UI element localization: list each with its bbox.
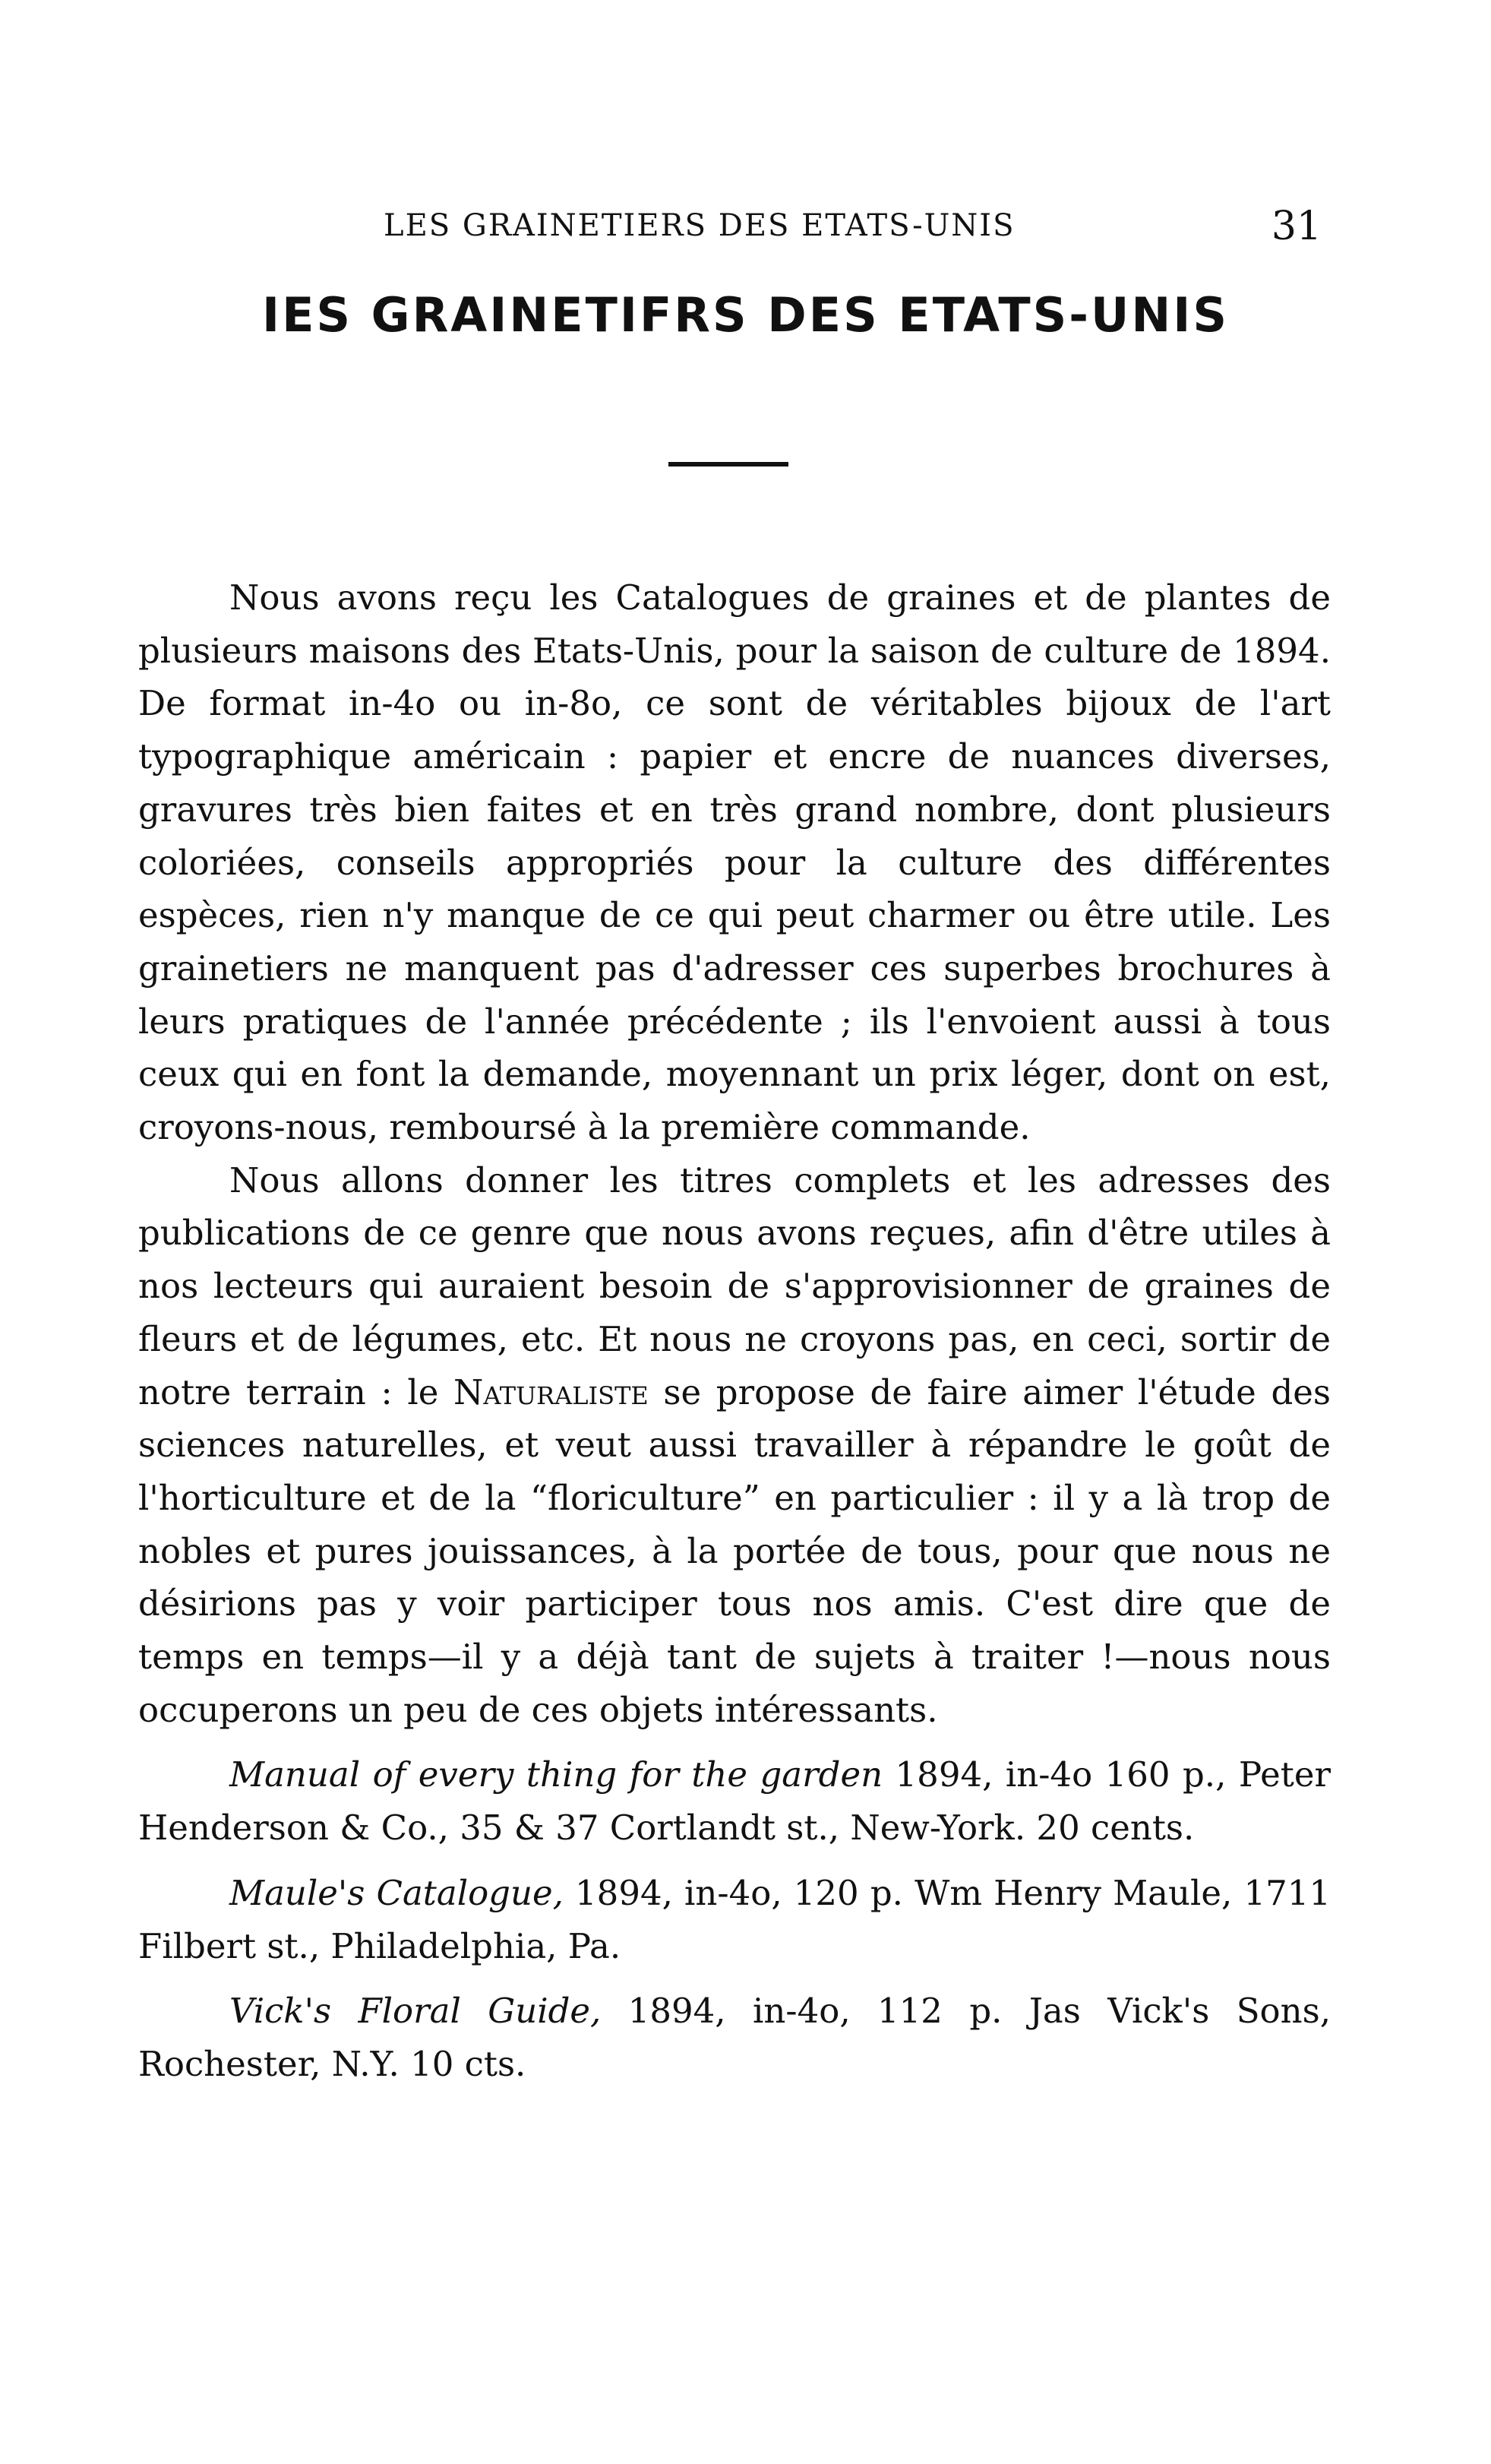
catalogue-details: 1894, in-4o, 112 p. Jas Vick's Sons, Rochester, N.Y. 10 cts.	[138, 1991, 1331, 2084]
catalogue-entry-vick	[138, 1985, 1331, 2090]
article-body	[138, 571, 1331, 2091]
article-title: IES GRAINETIFRS DES ETATS-UNIS	[262, 287, 1229, 343]
running-title: LES GRAINETIERS DES ETATS-UNIS	[384, 208, 1016, 243]
journal-name: Naturaliste	[453, 1371, 649, 1412]
catalogue-title: Maule's Catalogue,	[229, 1872, 564, 1913]
catalogue-entry-henderson	[138, 1748, 1331, 1854]
catalogue-details: 1894, in-4o 160 p., Peter Henderson & Co., 35 & 37 Cortlandt st., New-York. 20 cents.	[138, 1754, 1331, 1849]
catalogue-title: Manual of every thing for the garden	[229, 1754, 883, 1795]
catalogue-title: Vick's Floral Guide,	[229, 1991, 602, 2032]
running-head	[137, 204, 1322, 249]
catalogue-entry-maule	[138, 1867, 1331, 1972]
paragraph-publications-text-end: se propose de faire aimer l'étude des sciences naturelles, et veut aussi travailler à répandre le goût de l'horticulture et de la “floriculture” en particulier : il y a là trop de nobles et pures jouissances, à la portée de tous, pour que nous ne désirions pas y voir participer tous nos amis. C'est dire que de temps en temps—il y a déjà tant de sujets à traiter !—nous nous occuperons un peu de ces objets intéressants.	[138, 1371, 1331, 1730]
catalogue-details: 1894, in-4o, 120 p. Wm Henry Maule, 1711 Filbert st., Philadelphia, Pa.	[138, 1872, 1331, 1966]
paragraph-publications-text-start: Nous allons donner les titres complets et les adresses des publications de ce genre que nous avons reçues, afin d'être utiles à nos lecteurs qui auraient besoin de s'approvisionner de graines de fleurs et de légumes, etc. Et nous ne croyons pas, en ceci, sortir de notre terrain : le	[138, 1159, 1331, 1412]
page-number: 31	[1271, 204, 1322, 249]
title-rule	[668, 462, 788, 467]
paragraph-publications	[138, 1154, 1331, 1737]
paragraph-intro: Nous avons reçu les Catalogues de graines et de plantes de plusieurs maisons des Etats-Unis, pour la saison de culture de 1894. De format in-4o ou in-8o, ce sont de véritables bijoux de l'art typographique américain : papier et encre de nuances diverses, gravures très bien faites et en très grand nombre, dont plusieurs coloriées, conseils appropriés pour la culture des différentes espèces, rien n'y manque de ce qui peut charmer ou être utile. Les grainetiers ne manquent pas d'adresser ces superbes brochures à leurs pratiques de l'année précédente ; ils l'envoient aussi à tous ceux qui en font la demande, moyennant un prix léger, dont on est, croyons-nous, remboursé à la première commande.	[138, 577, 1331, 1148]
